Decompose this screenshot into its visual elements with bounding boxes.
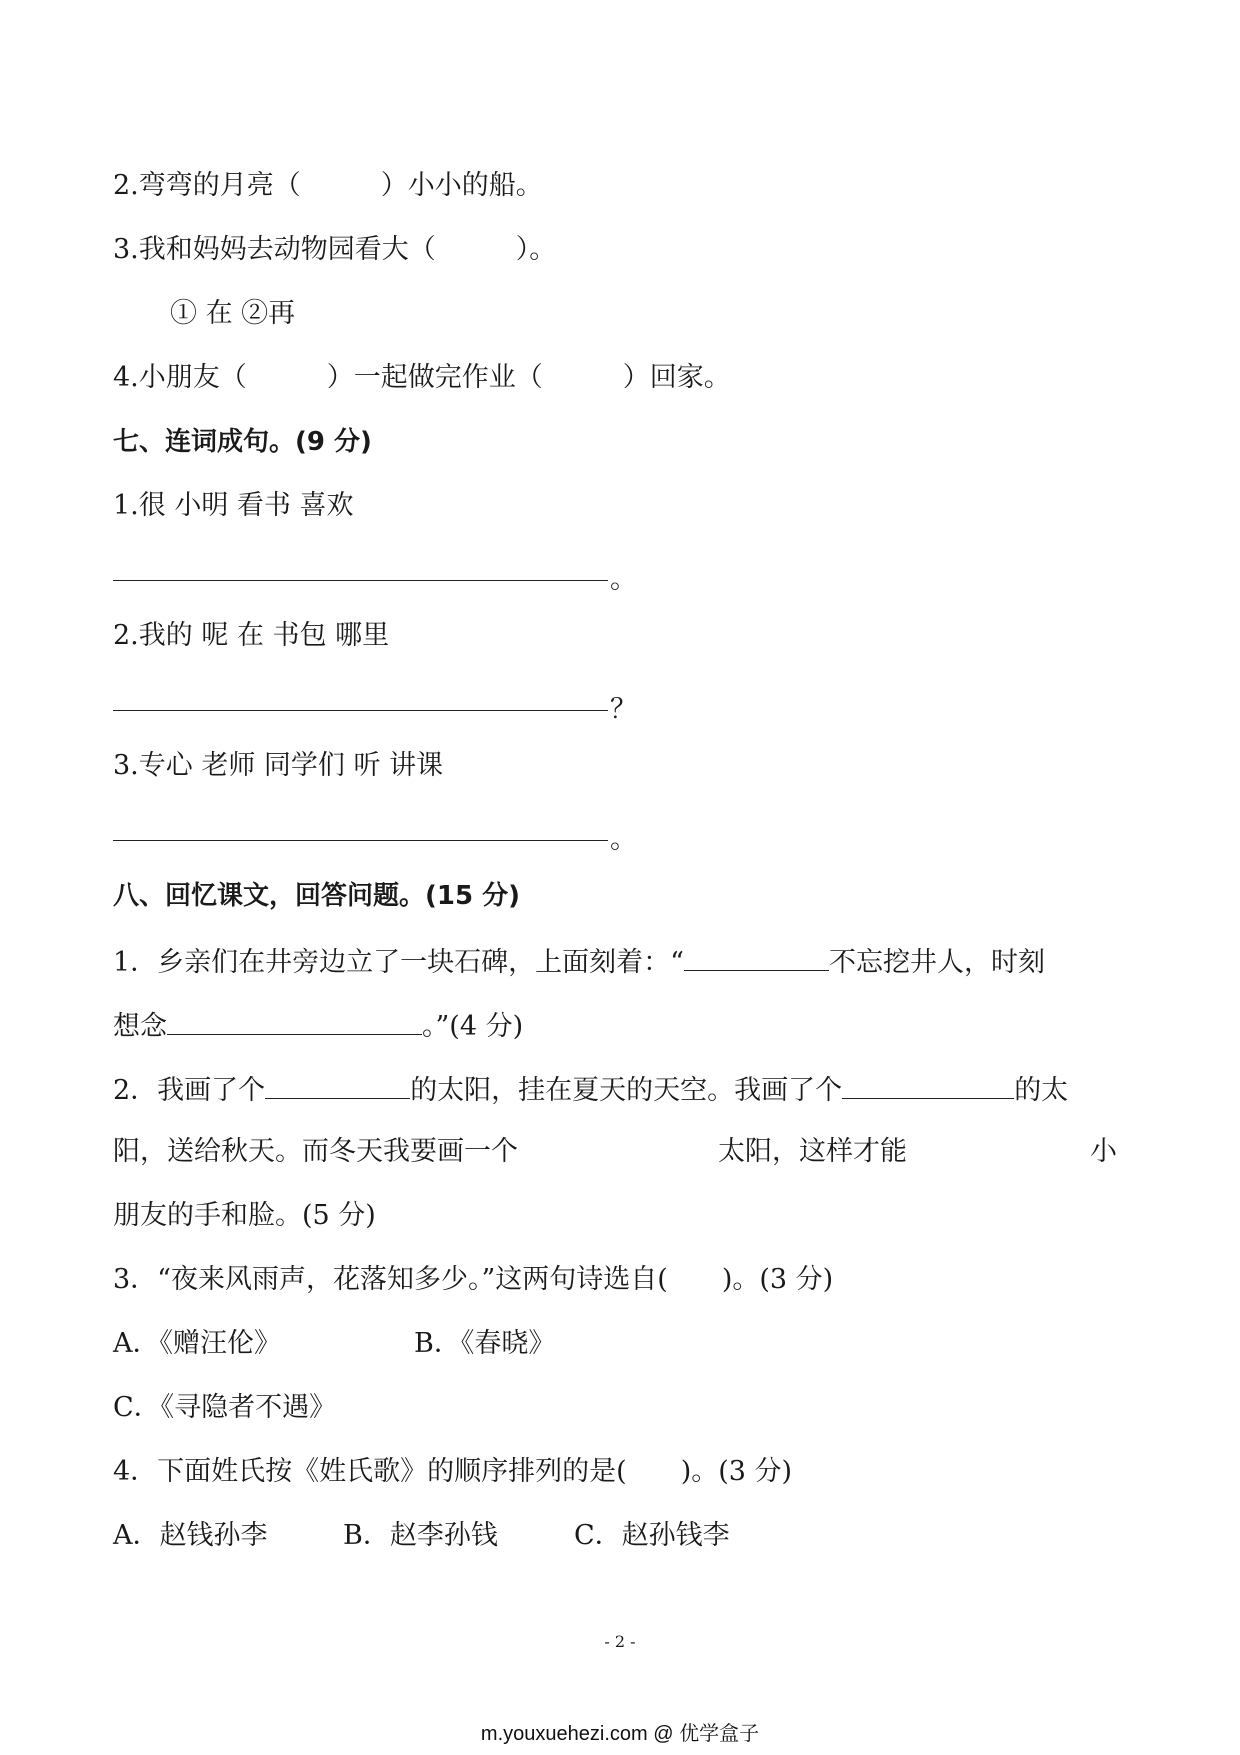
question-8-1-line2: 想念 。”(4 分) <box>113 1004 523 1047</box>
question-6-options: ① 在 ②再 <box>170 298 296 329</box>
answer-end-7-2: ？ <box>610 694 637 725</box>
answer-line-7-2 <box>113 710 608 711</box>
answer-line-7-1 <box>113 580 608 581</box>
section-7-title: 七、连词成句。(9 分) <box>113 427 372 457</box>
fill-blank <box>842 1068 1014 1099</box>
watermark: m.youxuehezi.com @ 优学盒子 <box>480 1723 760 1745</box>
question-8-4-option-a: A．赵钱孙李 <box>113 1520 268 1551</box>
question-8-2-line2: 阳，送给秋天。而冬天我要画一个 <box>113 1136 518 1167</box>
question-8-2-line2-mid: 太阳，这样才能 <box>718 1136 907 1167</box>
question-7-3-words: 3.专心 老师 同学们 听 讲课 <box>113 750 444 781</box>
question-6-2: 2.弯弯的月亮（ ）小小的船。 <box>113 170 543 201</box>
answer-line-7-3 <box>113 840 608 841</box>
question-8-2-line3: 朋友的手和脸。(5 分) <box>113 1200 376 1231</box>
fill-blank <box>265 1068 410 1099</box>
question-8-3-stem: 3．“夜来风雨声，花落知多少。”这两句诗选自( )。(3 分) <box>113 1264 834 1295</box>
question-6-4: 4.小朋友（ ）一起做完作业（ ）回家。 <box>113 362 731 393</box>
question-8-3-option-c: C．《寻隐者不遇》 <box>113 1392 337 1423</box>
question-8-2-line1: 2．我画了个 的太阳，挂在夏天的天空。我画了个 的太 <box>113 1068 1068 1111</box>
question-8-3-option-b: B．《春晓》 <box>414 1328 556 1359</box>
question-8-3-option-a: A．《赠汪伦》 <box>113 1328 281 1359</box>
answer-end-7-1: 。 <box>610 564 637 595</box>
question-8-4-option-c: C．赵孙钱李 <box>574 1520 730 1551</box>
answer-end-7-3: 。 <box>610 824 637 855</box>
question-6-3: 3.我和妈妈去动物园看大（ ）。 <box>113 234 557 265</box>
question-7-2-words: 2.我的 呢 在 书包 哪里 <box>113 620 390 651</box>
question-7-1-words: 1.很 小明 看书 喜欢 <box>113 490 354 521</box>
question-8-4-option-b: B．赵李孙钱 <box>343 1520 498 1551</box>
question-8-1-line1: 1．乡亲们在井旁边立了一块石碑，上面刻着：“ 不忘挖井人，时刻 <box>113 940 1045 983</box>
fill-blank <box>684 940 829 971</box>
fill-blank <box>167 1004 422 1035</box>
page-number: - 2 - <box>604 1632 636 1651</box>
question-8-2-line2-end: 小 <box>1090 1136 1117 1167</box>
section-8-title: 八、回忆课文，回答问题。(15 分) <box>113 881 520 911</box>
question-8-4-stem: 4．下面姓氏按《姓氏歌》的顺序排列的是( )。(3 分) <box>113 1456 793 1487</box>
